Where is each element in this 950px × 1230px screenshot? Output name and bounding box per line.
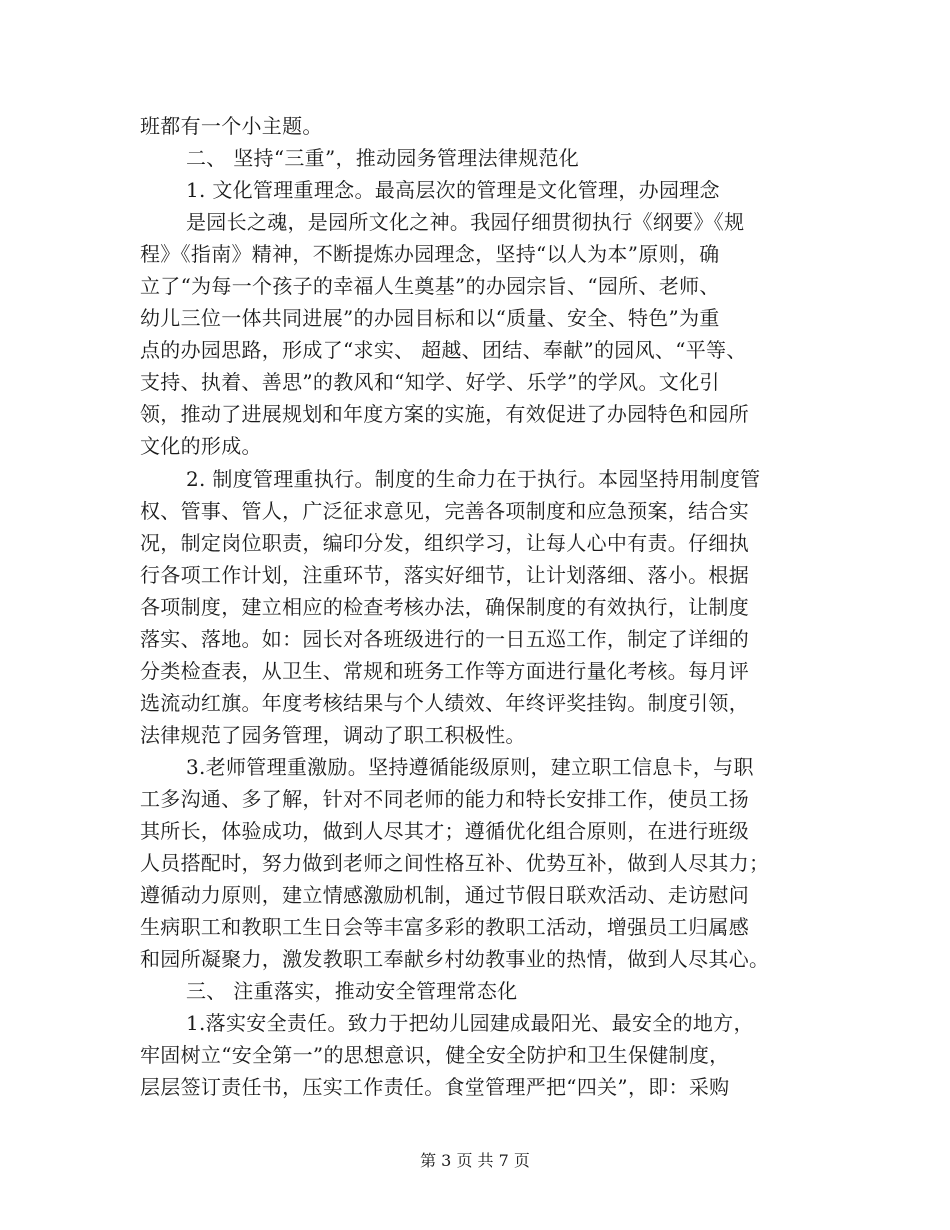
body-text-line: 其所长，体验成功，做到人尽其才；遵循优化组合原则，在进行班级 — [140, 819, 749, 843]
page-number-footer: 第 3 页 共 7 页 — [420, 1151, 530, 1170]
section-heading: 三、 注重落实，推动安全管理常态化 — [186, 979, 518, 1003]
body-text-line: 层层签订责任书，压实工作责任。食堂管理严把“四关”，即：采购 — [140, 1075, 730, 1099]
body-text-line: 落实、落地。如：园长对各班级进行的一日五巡工作，制定了详细的 — [140, 627, 749, 651]
body-text-line: 是园长之魂，是园所文化之神。我园仔细贯彻执行《纲要》《规 — [186, 210, 745, 234]
body-text-line: 2. 制度管理重执行。制度的生命力在于执行。本园坚持用制度管 — [186, 467, 761, 491]
body-text-line: 支持、执着、善思”的教风和“知学、好学、乐学”的学风。文化引 — [140, 370, 720, 394]
body-text-line: 点的办园思路，形成了“求实、 超越、团结、奉献”的园风、“平等、 — [140, 338, 747, 362]
body-text-line: 领，推动了进展规划和年度方案的实施，有效促进了办园特色和园所 — [140, 402, 749, 426]
body-text-line: 工多沟通、多了解，针对不同老师的能力和特长安排工作，使员工扬 — [140, 787, 749, 811]
body-text-line: 选流动红旗。年度考核结果与个人绩效、年终评奖挂钩。制度引领， — [140, 691, 749, 715]
body-text-line: 况，制定岗位职责，编印分发，组织学习，让每人心中有责。仔细执 — [140, 531, 749, 555]
body-text-line: 权、管事、管人，广泛征求意见，完善各项制度和应急预案，结合实 — [140, 499, 749, 523]
body-text-line: 遵循动力原则，建立情感激励机制，通过节假日联欢活动、走访慰问 — [140, 883, 749, 907]
body-text-line: 立了“为每一个孩子的幸福人生奠基”的办园宗旨、“园所、老师、 — [140, 274, 720, 298]
body-text-line: 法律规范了园务管理，调动了职工积极性。 — [140, 723, 526, 747]
body-text-line: 各项制度，建立相应的检查考核办法，确保制度的有效执行，让制度 — [140, 595, 749, 619]
body-text-line: 行各项工作计划，注重环节，落实好细节，让计划落细、落小。根据 — [140, 563, 749, 587]
body-text-line: 和园所凝聚力，激发教职工奉献乡村幼教事业的热情，做到人尽其心。 — [140, 947, 770, 971]
body-text-line: 人员搭配时，努力做到老师之间性格互补、优势互补，做到人尽其力； — [140, 851, 770, 875]
body-text-line: 1. 文化管理重理念。最高层次的管理是文化管理，办园理念 — [186, 178, 720, 202]
body-text-line: 文化的形成。 — [140, 434, 262, 458]
section-heading: 二、 坚持“三重”，推动园务管理法律规范化 — [186, 146, 580, 170]
body-text-line: 班都有一个小主题。 — [140, 114, 323, 138]
body-text-line: 程》《指南》精神，不断提炼办园理念，坚持“以人为本”原则，确 — [140, 242, 720, 266]
body-text-line: 牢固树立“安全第一”的思想意识，健全安全防护和卫生保健制度， — [140, 1043, 730, 1067]
body-text-line: 分类检查表，从卫生、常规和班务工作等方面进行量化考核。每月评 — [140, 659, 749, 683]
body-text-line: 3.老师管理重激励。坚持遵循能级原则，建立职工信息卡，与职 — [186, 755, 754, 779]
body-text-line: 1.落实安全责任。致力于把幼儿园建成最阳光、最安全的地方， — [186, 1011, 754, 1035]
body-text-line: 生病职工和教职工生日会等丰富多彩的教职工活动，增强员工归属感 — [140, 915, 749, 939]
body-text-line: 幼儿三位一体共同进展”的办园目标和以“质量、安全、特色”为重 — [140, 306, 720, 330]
